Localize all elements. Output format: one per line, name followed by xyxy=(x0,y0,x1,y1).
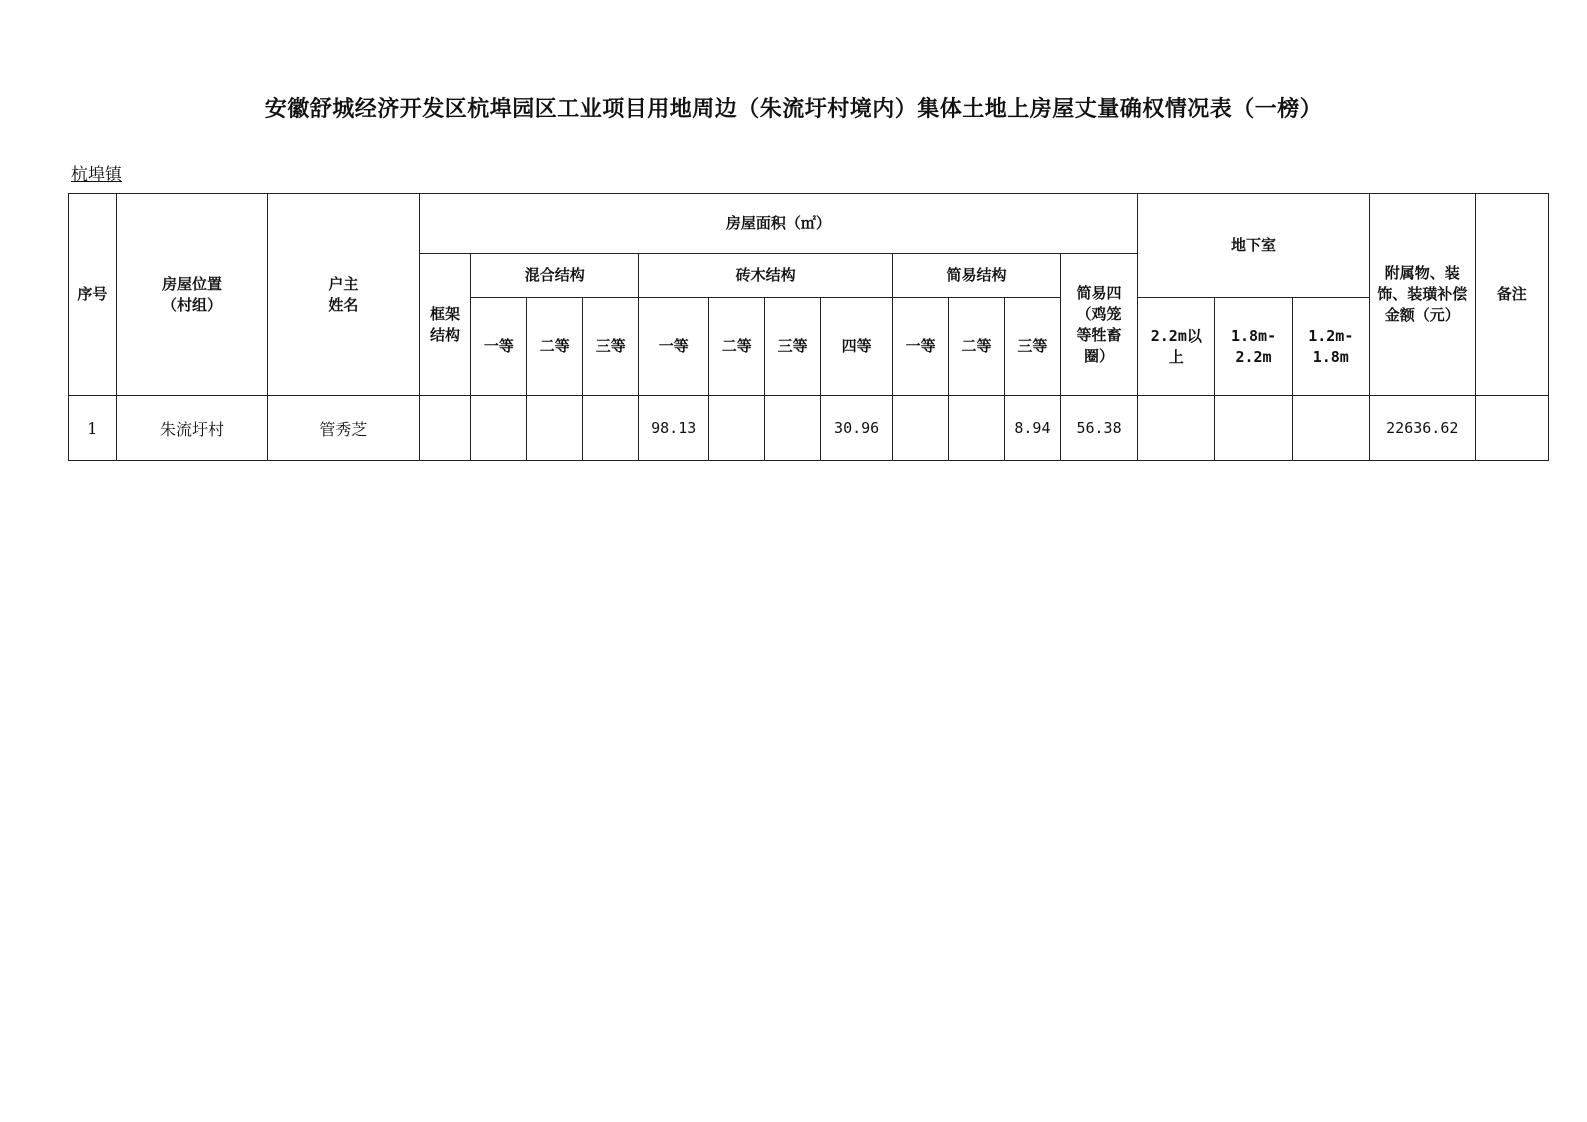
header-basement-1-8-2-2 xyxy=(1215,298,1292,396)
cell-remarks xyxy=(1475,396,1548,461)
header-mixed-grade-3: 三等 xyxy=(583,298,639,396)
cell-mixed-1 xyxy=(471,396,527,461)
header-brick-grade-1: 一等 xyxy=(639,298,709,396)
header-compensation-text: 附属物、装饰、装璜补偿金额（元） xyxy=(1377,264,1468,324)
table-row xyxy=(69,396,1549,461)
header-simple-grade-2: 二等 xyxy=(949,298,1005,396)
cell-compensation: 22636.62 xyxy=(1369,396,1475,461)
cell-brick-1: 98.13 xyxy=(639,396,709,461)
header-simple: 简易结构 xyxy=(893,254,1061,298)
header-basement-1-2-1-8 xyxy=(1292,298,1369,396)
header-area-group: 房屋面积（㎡） xyxy=(419,194,1138,254)
cell-simple-3: 8.94 xyxy=(1004,396,1060,461)
cell-owner: 管秀芝 xyxy=(268,396,419,461)
header-location-text: 房屋位置（村组） xyxy=(161,274,222,314)
cell-basement-1-2-1-8 xyxy=(1292,396,1369,461)
header-brick-grade-4: 四等 xyxy=(821,298,893,396)
cell-mixed-3 xyxy=(583,396,639,461)
cell-frame xyxy=(419,396,471,461)
header-mixed-grade-1: 一等 xyxy=(471,298,527,396)
header-seq: 序号 xyxy=(69,194,117,396)
header-basement-over-2-2 xyxy=(1138,298,1215,396)
header-frame xyxy=(419,254,471,396)
survey-table xyxy=(68,193,1549,461)
header-simple-four xyxy=(1060,254,1137,396)
header-basement-1-8-2-2-text: 1.8m-2.2m xyxy=(1230,326,1277,366)
header-remarks: 备注 xyxy=(1475,194,1548,396)
cell-simple-four: 56.38 xyxy=(1060,396,1137,461)
header-brick-grade-3: 三等 xyxy=(765,298,821,396)
header-simple-four-text: 简易四（鸡笼等牲畜圈） xyxy=(1076,283,1122,365)
header-basement-1-2-1-8-text: 1.2m-1.8m xyxy=(1308,326,1354,366)
cell-brick-2 xyxy=(709,396,765,461)
header-simple-grade-3: 三等 xyxy=(1004,298,1060,396)
document-title: 安徽舒城经济开发区杭埠园区工业项目用地周边（朱流圩村境内）集体土地上房屋丈量确权情况表（一榜） xyxy=(264,96,1323,122)
cell-simple-2 xyxy=(949,396,1005,461)
cell-location: 朱流圩村 xyxy=(116,396,267,461)
cell-brick-4: 30.96 xyxy=(821,396,893,461)
header-brick-wood: 砖木结构 xyxy=(639,254,893,298)
cell-mixed-2 xyxy=(527,396,583,461)
cell-basement-1-8-2-2 xyxy=(1215,396,1292,461)
cell-seq: 1 xyxy=(69,396,117,461)
cell-simple-1 xyxy=(893,396,949,461)
header-brick-grade-2: 二等 xyxy=(709,298,765,396)
header-basement: 地下室 xyxy=(1138,194,1370,298)
header-compensation xyxy=(1369,194,1475,396)
cell-basement-over-2-2 xyxy=(1138,396,1215,461)
header-mixed: 混合结构 xyxy=(471,254,639,298)
header-location xyxy=(116,194,267,396)
header-mixed-grade-2: 二等 xyxy=(527,298,583,396)
header-owner-text: 户主姓名 xyxy=(328,274,359,314)
header-owner xyxy=(268,194,419,396)
header-basement-over-2-2-text: 2.2m以上 xyxy=(1150,326,1202,366)
header-frame-text: 框架结构 xyxy=(430,304,461,344)
cell-brick-3 xyxy=(765,396,821,461)
header-simple-grade-1: 一等 xyxy=(893,298,949,396)
town-label: 杭埠镇 xyxy=(71,165,122,185)
